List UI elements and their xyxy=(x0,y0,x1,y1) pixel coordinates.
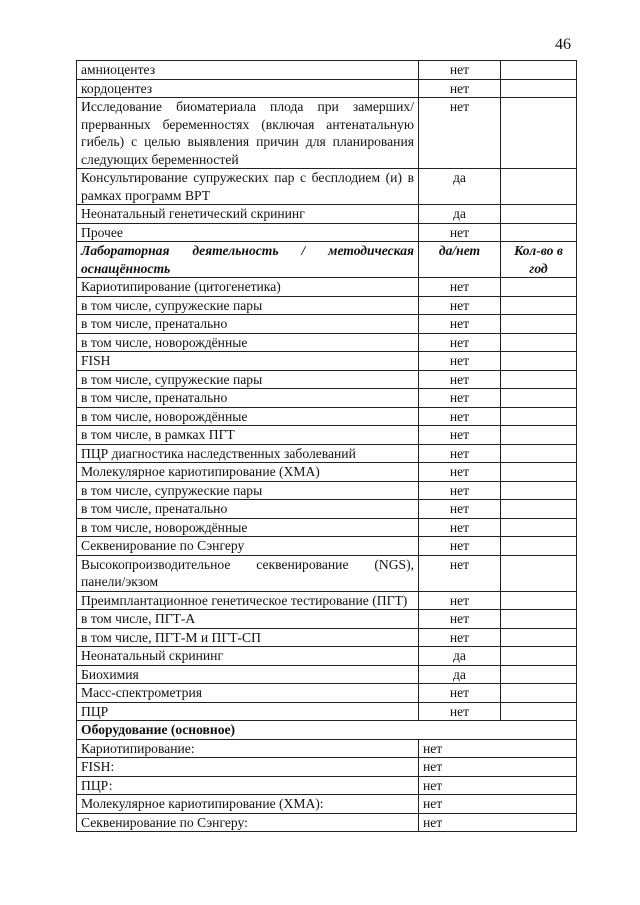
row-count-cell xyxy=(501,223,577,242)
table-row xyxy=(77,370,577,389)
table-row xyxy=(77,426,577,445)
table-row xyxy=(77,702,577,721)
row-count-cell xyxy=(501,591,577,610)
row-label: в том числе, новорождённые xyxy=(77,333,419,352)
row-label: Кариотипирование (цитогенетика) xyxy=(77,278,419,297)
table-row xyxy=(77,407,577,426)
row-yes-no-value: нет xyxy=(419,61,501,80)
table-row xyxy=(77,278,577,297)
table-row xyxy=(77,518,577,537)
row-yes-no-value: нет xyxy=(419,223,501,242)
equipment-row xyxy=(77,739,577,758)
equipment-section xyxy=(77,721,577,832)
lab-header-count: Кол-во в год xyxy=(501,242,577,278)
row-label: в том числе, супружеские пары xyxy=(77,481,419,500)
row-count-cell xyxy=(501,333,577,352)
row-label: Молекулярное кариотипирование (ХМА) xyxy=(77,463,419,482)
row-yes-no-value: нет xyxy=(419,463,501,482)
row-yes-no-value: нет xyxy=(419,555,501,591)
equipment-row xyxy=(77,758,577,777)
table-row xyxy=(77,500,577,519)
row-label: в том числе, супружеские пары xyxy=(77,370,419,389)
table-row xyxy=(77,684,577,703)
row-yes-no-value: нет xyxy=(419,591,501,610)
row-count-cell xyxy=(501,518,577,537)
row-label: Неонатальный скрининг xyxy=(77,647,419,666)
row-label: в том числе, пренатально xyxy=(77,389,419,408)
row-count-cell xyxy=(501,684,577,703)
table-row xyxy=(77,352,577,371)
table-row xyxy=(77,98,577,169)
table-row xyxy=(77,79,577,98)
row-yes-no-value: нет xyxy=(419,296,501,315)
row-label: в том числе, новорождённые xyxy=(77,407,419,426)
row-count-cell xyxy=(501,665,577,684)
row-count-cell xyxy=(501,610,577,629)
row-count-cell xyxy=(501,315,577,334)
lab-section xyxy=(77,278,577,721)
row-label: в том числе, пренатально xyxy=(77,315,419,334)
lab-header-yes-no: да/нет xyxy=(419,242,501,278)
row-count-cell xyxy=(501,79,577,98)
table-row xyxy=(77,610,577,629)
row-count-cell xyxy=(501,370,577,389)
equipment-value: нет xyxy=(419,813,577,832)
row-label: Консультирование супружеских пар с бесплодием (и) в рамках программ ВРТ xyxy=(77,169,419,205)
lab-header-title: Лабораторная деятельность / методическая оснащённость xyxy=(77,242,419,278)
row-yes-no-value: да xyxy=(419,205,501,224)
row-yes-no-value: нет xyxy=(419,98,501,169)
row-count-cell xyxy=(501,500,577,519)
table-row xyxy=(77,628,577,647)
row-yes-no-value: нет xyxy=(419,500,501,519)
row-label: FISH xyxy=(77,352,419,371)
table-row xyxy=(77,315,577,334)
row-label: Исследование биоматериала плода при замерших/прерванных беременностях (включая антенатальную гибель) с целью выявления причин для планирования следующих беременностей xyxy=(77,98,419,169)
row-yes-no-value: нет xyxy=(419,79,501,98)
equipment-label: FISH: xyxy=(77,758,419,777)
row-yes-no-value: да xyxy=(419,665,501,684)
row-count-cell xyxy=(501,205,577,224)
row-label: ПЦР диагностика наследственных заболеваний xyxy=(77,444,419,463)
row-yes-no-value: нет xyxy=(419,610,501,629)
equipment-row xyxy=(77,813,577,832)
row-label: в том числе, пренатально xyxy=(77,500,419,519)
row-label: в том числе, ПГТ-А xyxy=(77,610,419,629)
row-count-cell xyxy=(501,481,577,500)
row-count-cell xyxy=(501,555,577,591)
services-section xyxy=(77,61,577,242)
row-yes-no-value: нет xyxy=(419,278,501,297)
table-row xyxy=(77,333,577,352)
equipment-title: Оборудование (основное) xyxy=(77,721,577,740)
row-label: в том числе, новорождённые xyxy=(77,518,419,537)
row-yes-no-value: нет xyxy=(419,352,501,371)
table-row xyxy=(77,665,577,684)
row-label: Высокопроизводительное секвенирование (NGS), панели/экзом xyxy=(77,555,419,591)
row-label: Преимплантационное генетическое тестирование (ПГТ) xyxy=(77,591,419,610)
row-count-cell xyxy=(501,444,577,463)
row-count-cell xyxy=(501,702,577,721)
row-yes-no-value: нет xyxy=(419,315,501,334)
row-count-cell xyxy=(501,426,577,445)
equipment-label: ПЦР: xyxy=(77,776,419,795)
table-row xyxy=(77,555,577,591)
row-count-cell xyxy=(501,278,577,297)
equipment-label: Молекулярное кариотипирование (ХМА): xyxy=(77,795,419,814)
row-yes-no-value: нет xyxy=(419,481,501,500)
table-row xyxy=(77,481,577,500)
row-yes-no-value: нет xyxy=(419,702,501,721)
row-yes-no-value: да xyxy=(419,647,501,666)
row-count-cell xyxy=(501,98,577,169)
equipment-label: Секвенирование по Сэнгеру: xyxy=(77,813,419,832)
table-row xyxy=(77,223,577,242)
row-label: Масс-спектрометрия xyxy=(77,684,419,703)
page-number: 46 xyxy=(555,36,571,53)
row-yes-no-value: нет xyxy=(419,518,501,537)
row-yes-no-value: нет xyxy=(419,407,501,426)
genetics-activity-table xyxy=(76,60,577,832)
row-count-cell xyxy=(501,352,577,371)
row-yes-no-value: нет xyxy=(419,426,501,445)
table-row xyxy=(77,389,577,408)
row-label: в том числе, в рамках ПГТ xyxy=(77,426,419,445)
table-row xyxy=(77,61,577,80)
row-count-cell xyxy=(501,628,577,647)
row-yes-no-value: нет xyxy=(419,444,501,463)
row-yes-no-value: нет xyxy=(419,389,501,408)
row-count-cell xyxy=(501,647,577,666)
table-row xyxy=(77,647,577,666)
row-label: в том числе, ПГТ-М и ПГТ-СП xyxy=(77,628,419,647)
equipment-value: нет xyxy=(419,739,577,758)
row-count-cell xyxy=(501,389,577,408)
row-label: кордоцентез xyxy=(77,79,419,98)
table-row xyxy=(77,537,577,556)
row-count-cell xyxy=(501,169,577,205)
row-yes-no-value: нет xyxy=(419,333,501,352)
row-count-cell xyxy=(501,407,577,426)
row-yes-no-value: нет xyxy=(419,537,501,556)
row-yes-no-value: нет xyxy=(419,628,501,647)
row-count-cell xyxy=(501,463,577,482)
row-label: в том числе, супружеские пары xyxy=(77,296,419,315)
equipment-row xyxy=(77,795,577,814)
row-label: ПЦР xyxy=(77,702,419,721)
row-yes-no-value: нет xyxy=(419,370,501,389)
lab-header-row xyxy=(77,242,577,278)
row-label: амниоцентез xyxy=(77,61,419,80)
equipment-title-row xyxy=(77,721,577,740)
lab-header-section xyxy=(77,242,577,278)
row-label: Прочее xyxy=(77,223,419,242)
table-row xyxy=(77,296,577,315)
equipment-value: нет xyxy=(419,795,577,814)
equipment-value: нет xyxy=(419,776,577,795)
table-row xyxy=(77,591,577,610)
table-row xyxy=(77,169,577,205)
equipment-label: Кариотипирование: xyxy=(77,739,419,758)
row-count-cell xyxy=(501,61,577,80)
row-yes-no-value: нет xyxy=(419,684,501,703)
row-label: Биохимия xyxy=(77,665,419,684)
row-count-cell xyxy=(501,296,577,315)
row-yes-no-value: да xyxy=(419,169,501,205)
table-row xyxy=(77,444,577,463)
row-label: Неонатальный генетический скрининг xyxy=(77,205,419,224)
table-row xyxy=(77,463,577,482)
row-label: Секвенирование по Сэнгеру xyxy=(77,537,419,556)
equipment-value: нет xyxy=(419,758,577,777)
row-count-cell xyxy=(501,537,577,556)
equipment-row xyxy=(77,776,577,795)
table-row xyxy=(77,205,577,224)
